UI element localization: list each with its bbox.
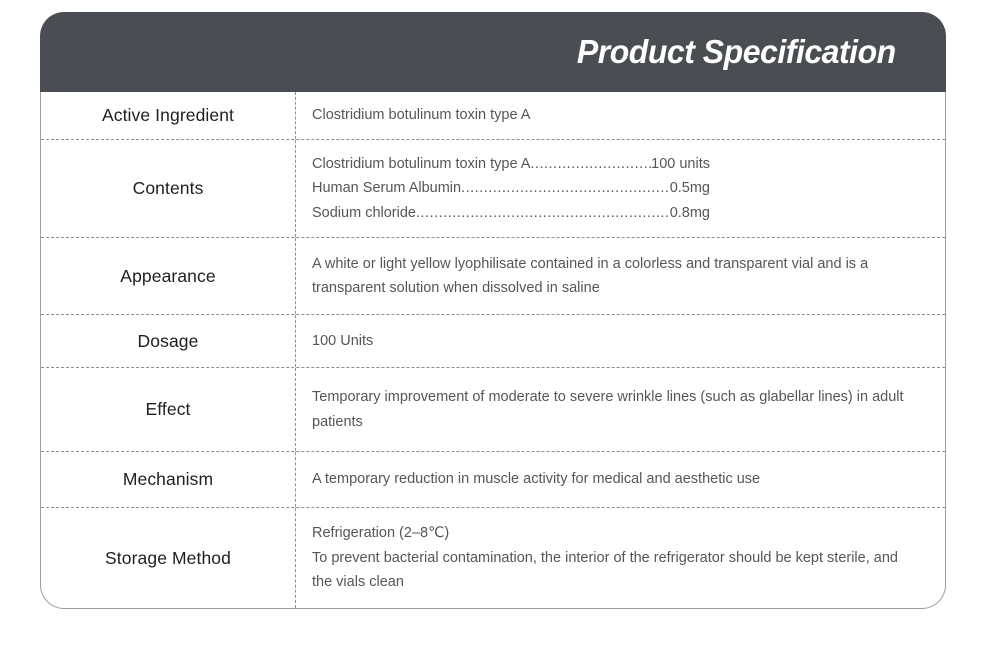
spec-row-storage-method [41,508,945,608]
item-value: 100 units [651,155,710,172]
content-line: To prevent bacterial contamination, the interior of the refrigerator should be kept sterile, and the vials clean [312,549,898,591]
spec-row-dosage [41,315,945,368]
spec-row-effect [41,368,945,452]
item-value: 0.8mg [669,204,710,221]
card-header [40,12,946,92]
row-label: Mechanism [41,452,296,507]
row-content [296,315,945,367]
row-content [296,508,945,608]
content-line: 100 Units [312,332,374,349]
row-label: Effect [41,368,296,451]
content-line: A temporary reduction in muscle activity for medical and aesthetic use [312,471,761,488]
content-item [312,201,710,225]
product-spec-card [40,12,946,609]
content-item [312,176,710,200]
dot-leader [416,201,670,225]
spec-row-contents [41,140,945,238]
content-line: Temporary improvement of moderate to severe wrinkle lines (such as glabellar lines) in adult patients [312,389,904,430]
row-label: Dosage [41,315,296,367]
row-content [296,238,945,314]
spec-row-mechanism [41,452,945,508]
content-line: Clostridium botulinum toxin type A [312,107,531,124]
row-label: Storage Method [41,508,296,608]
spec-table [40,92,946,609]
spec-row-appearance [41,238,945,315]
item-value: 0.5mg [669,180,710,197]
row-label: Appearance [41,238,296,314]
row-content [296,92,945,139]
row-label: Contents [41,140,296,237]
row-content [296,368,945,451]
item-name: Human Serum Albumin [312,180,462,197]
item-name: Sodium chloride [312,204,416,221]
item-name: Clostridium botulinum toxin type A [312,155,531,172]
row-content [296,452,945,507]
content-line: A white or light yellow lyophilisate contained in a colorless and transparent vial and is a transparent solution when dissolved in saline [312,255,869,296]
content-line: Refrigeration (2–8℃) [312,525,450,542]
dot-leader [530,152,651,176]
row-content [296,140,945,237]
dot-leader [461,176,670,200]
spec-row-active-ingredient [41,92,945,140]
content-item [312,152,710,176]
page-title: Product Specification [577,33,896,70]
row-label: Active Ingredient [41,92,296,139]
